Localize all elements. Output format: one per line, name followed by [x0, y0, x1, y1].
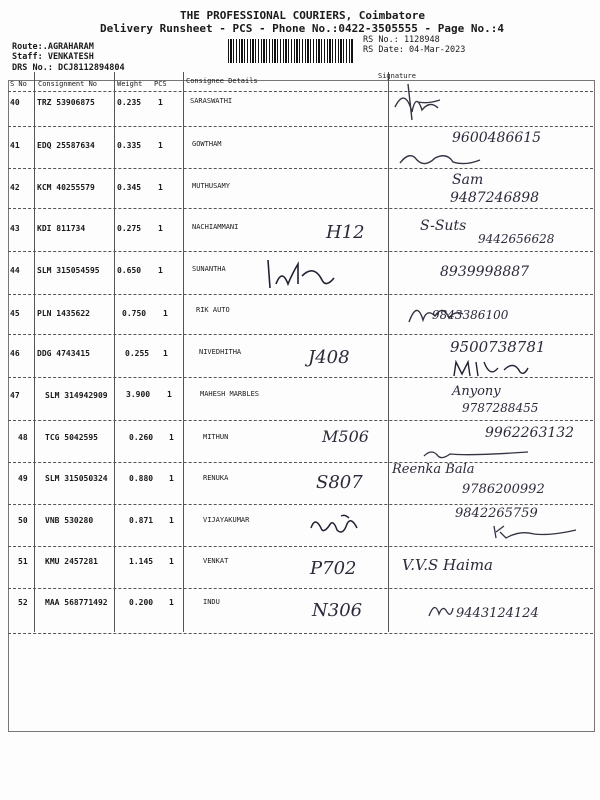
row-divider [8, 294, 593, 295]
row-consignment: TCG 5042595 [45, 433, 98, 442]
handwritten-flat-no: S807 [316, 472, 363, 493]
row-consignee: SUNANTHA [192, 265, 226, 273]
row-weight: 0.235 [117, 98, 142, 107]
handwritten-flat-no: J408 [308, 347, 350, 368]
row-consignee: MITHUN [203, 433, 229, 441]
row-divider [8, 504, 593, 505]
row-consignee: MUTHUSAMY [192, 182, 230, 190]
row-divider [8, 633, 593, 634]
handwritten-phone: 9500738781 [450, 338, 546, 356]
row-weight: 0.871 [129, 516, 154, 525]
row-consignee: NACHIAMMANI [192, 223, 239, 231]
row-weight: 1.145 [129, 557, 154, 566]
row-pcs: 1 [163, 309, 168, 318]
row-consignment: SLM 315054595 [37, 266, 100, 275]
runsheet-title: THE PROFESSIONAL COURIERS, Coimbatore [180, 9, 426, 22]
row-consignment: VNB 530280 [45, 516, 94, 525]
row-weight: 3.900 [126, 390, 151, 399]
header-consignment: Consignment No [38, 80, 98, 88]
signature-scribble [395, 148, 485, 170]
row-sno: 42 [10, 183, 20, 192]
row-consignee: GOWTHAM [192, 140, 222, 148]
barcode [228, 39, 353, 63]
row-consignment: TRZ 53906875 [37, 98, 95, 107]
row-divider [8, 420, 593, 421]
handwritten-flat-no: P702 [310, 558, 357, 579]
row-sno: 51 [18, 557, 28, 566]
row-pcs: 1 [169, 516, 174, 525]
row-consignee: RIK AUTO [196, 306, 230, 314]
row-pcs: 1 [158, 266, 163, 275]
row-consignee: NIVEDHITHA [199, 348, 242, 356]
handwritten-phone: 9962263132 [485, 425, 575, 441]
row-consignee: MAHESH MARBLES [200, 390, 260, 398]
row-pcs: 1 [163, 349, 168, 358]
rs-date: RS Date: 04-Mar-2023 [363, 45, 466, 55]
row-pcs: 1 [158, 98, 163, 107]
row-weight: 0.345 [117, 183, 142, 192]
handwritten-phone: 8939998887 [440, 264, 530, 280]
row-sno: 45 [10, 309, 20, 318]
row-consignment: KDI 811734 [37, 224, 86, 233]
header-sno: S No [10, 80, 27, 88]
row-weight: 0.880 [129, 474, 154, 483]
row-pcs: 1 [169, 433, 174, 442]
row-pcs: 1 [167, 390, 172, 399]
row-pcs: 1 [158, 224, 163, 233]
signature-scribble [490, 522, 580, 542]
row-pcs: 1 [169, 557, 174, 566]
row-divider [8, 546, 593, 547]
row-consignment: PLN 1435622 [37, 309, 90, 318]
row-pcs: 1 [169, 474, 174, 483]
row-sno: 48 [18, 433, 28, 442]
handwritten-phone: 9843386100 [432, 308, 509, 322]
signature-scribble [262, 254, 337, 292]
row-consignment: KCM 40255579 [37, 183, 95, 192]
row-divider [8, 208, 593, 209]
row-consignment: EDQ 25587634 [37, 141, 95, 150]
row-sno: 41 [10, 141, 20, 150]
row-consignment: MAA 568771492 [45, 598, 108, 607]
row-pcs: 1 [158, 183, 163, 192]
row-divider [8, 168, 593, 169]
handwritten-phone: 9443124124 [456, 606, 539, 621]
handwritten-phone: 9786200992 [462, 482, 545, 497]
row-divider [8, 462, 593, 463]
row-consignment: DDG 4743415 [37, 349, 90, 358]
row-weight: 0.200 [129, 598, 154, 607]
row-consignment: KMU 2457281 [45, 557, 98, 566]
row-sno: 46 [10, 349, 20, 358]
header-weight: Weight [117, 80, 143, 88]
handwritten-phone: 9487246898 [450, 190, 540, 206]
row-weight: 0.260 [129, 433, 154, 442]
row-weight: 0.255 [125, 349, 150, 358]
rs-number: RS No.: 1128948 [363, 35, 440, 45]
row-pcs: 1 [169, 598, 174, 607]
row-weight: 0.650 [117, 266, 142, 275]
row-sno: 47 [10, 391, 20, 400]
row-consignee: INDU [203, 598, 220, 606]
row-divider [8, 126, 593, 127]
row-consignee: VENKAT [203, 557, 229, 565]
handwritten-signature: Reenka Bala [392, 462, 475, 477]
row-sno: 52 [18, 598, 28, 607]
signature-scribble [425, 596, 455, 622]
handwritten-signature: Anyony [452, 384, 501, 399]
signature-scribble [305, 512, 365, 542]
row-divider [8, 334, 593, 335]
row-sno: 40 [10, 98, 20, 107]
row-weight: 0.275 [117, 224, 142, 233]
handwritten-phone: 9442656628 [478, 232, 555, 246]
route-label: Route:.AGRAHARAM [12, 42, 94, 52]
signature-scribble [390, 82, 450, 124]
row-consignee: VIJAYAKUMAR [203, 516, 250, 524]
row-sno: 49 [18, 474, 28, 483]
handwritten-phone: 9842265759 [455, 506, 538, 521]
handwritten-phone: 9787288455 [462, 401, 539, 415]
row-pcs: 1 [158, 141, 163, 150]
col-divider [388, 72, 389, 632]
row-consignment: SLM 314942909 [45, 391, 108, 400]
drs-number: DRS No.: DCJ8112894804 [12, 63, 125, 73]
header-divider [8, 91, 593, 92]
row-sno: 43 [10, 224, 20, 233]
header-consignee: Consignee Details [186, 77, 258, 85]
row-weight: 0.750 [122, 309, 147, 318]
row-sno: 50 [18, 516, 28, 525]
header-pcs: PCS [154, 80, 167, 88]
handwritten-signature: Sam [452, 172, 484, 188]
row-divider [8, 251, 593, 252]
header-signature: Signature [378, 72, 416, 80]
row-consignee: SARASWATHI [190, 97, 233, 105]
staff-label: Staff: VENKATESH [12, 52, 94, 62]
row-consignment: SLM 315050324 [45, 474, 108, 483]
row-divider [8, 588, 593, 589]
row-consignee: RENUKA [203, 474, 229, 482]
handwritten-phone: 9600486615 [452, 130, 542, 146]
handwritten-flat-no: N306 [312, 600, 363, 621]
col-divider [183, 72, 184, 632]
handwritten-flat-no: H12 [326, 222, 365, 243]
handwritten-flat-no: M506 [322, 427, 369, 446]
signature-scribble [450, 358, 530, 378]
handwritten-signature: V.V.S Haima [402, 556, 493, 574]
handwritten-signature: S-Suts [420, 218, 467, 234]
signature-scribble [420, 446, 530, 462]
col-divider [114, 72, 115, 632]
row-sno: 44 [10, 266, 20, 275]
col-divider [34, 72, 35, 632]
runsheet-subtitle: Delivery Runsheet - PCS - Phone No.:0422-3505555 - Page No.:4 [100, 22, 504, 35]
row-weight: 0.335 [117, 141, 142, 150]
